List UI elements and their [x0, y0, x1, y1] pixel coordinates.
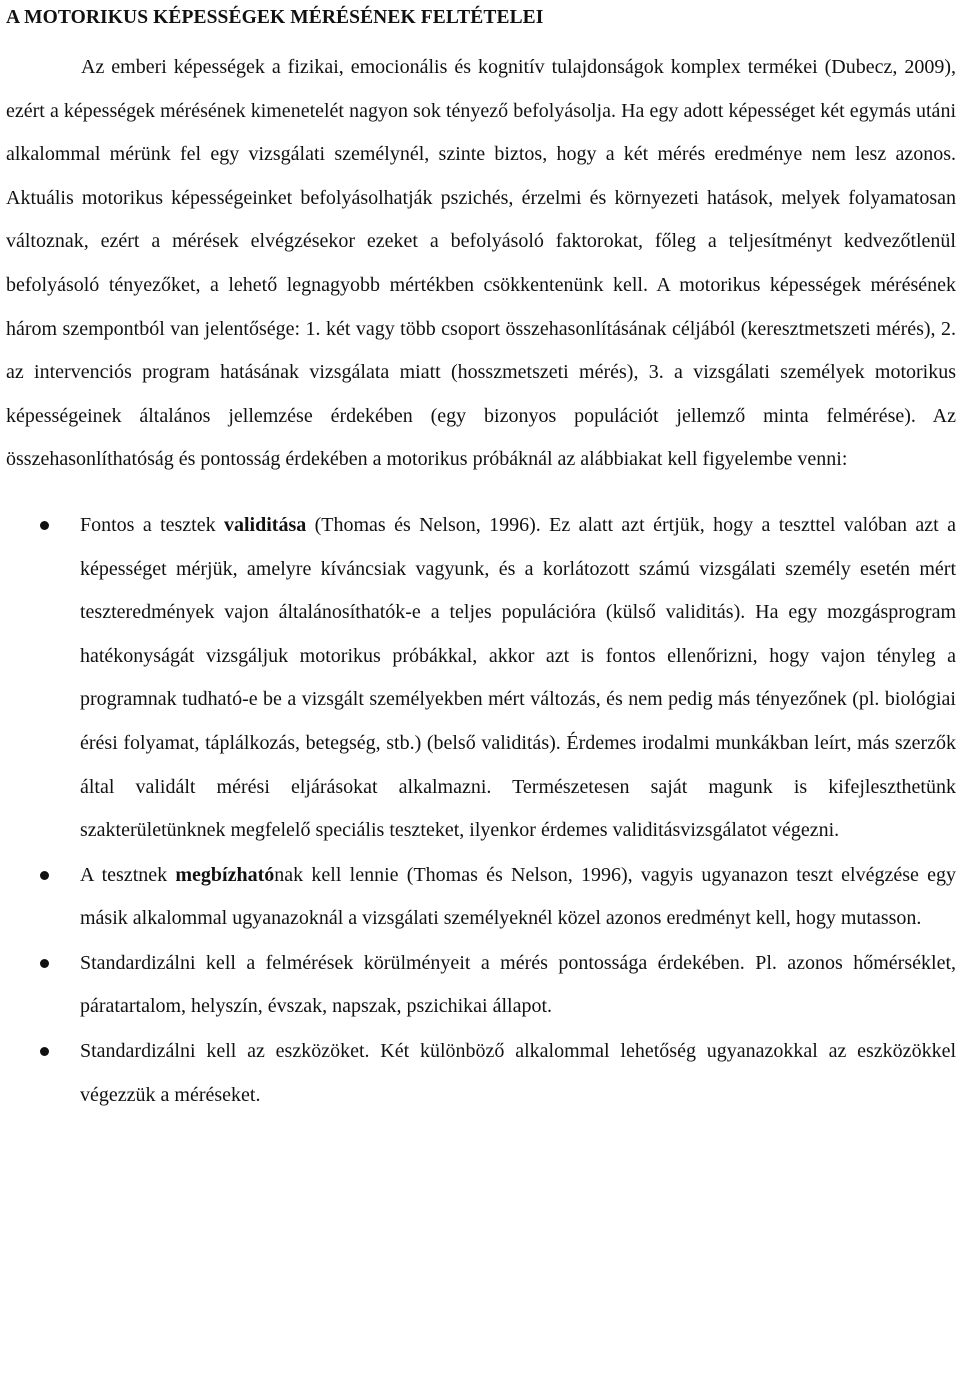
list-item-reliability — [6, 854, 956, 941]
list-item-standard-conditions — [6, 942, 956, 1029]
list-item-standard-equipment — [6, 1030, 956, 1117]
list-item-emphasis: validitása — [223, 513, 307, 536]
bullet-dot-icon — [40, 1047, 49, 1056]
list-item-text: nak kell lennie (Thomas és Nelson, 1996), vagyis ugyanazon teszt elvégzése egy másik alkalommal ugyanazoknál a vizsgálati személyeknél közel azonos eredményt kell, hogy mutasson. — [80, 863, 956, 930]
list-item-text: A tesztnek — [80, 863, 176, 886]
intro-paragraph: Az emberi képességek a fizikai, emocionális és kognitív tulajdonságok komplex termékei (Dubecz, 2009), ezért a képességek mérésének kimenetelét nagyon sok tényező befolyásolja. Ha egy adott képességet két egymás utáni alkalommal mérünk fel egy vizsgálati személynél, szinte biztos, hogy a két mérés eredménye nem lesz azonos. Aktuális motorikus képességeinket befolyásolhatják pszichés, érzelmi és környezeti hatások, melyek folyamatosan változnak, ezért a mérések elvégzésekor ezeket a befolyásoló faktorokat, főleg a teljesítményt kedvezőtlenül befolyásoló tényezőket, a lehető legnagyobb mértékben csökkentenünk kell. A motorikus képességek mérésének három szempontból van jelentősége: 1. két vagy több csoport összehasonlításának céljából (keresztmetszeti mérés), 2. az intervenciós program hatásának vizsgálata miatt (hosszmetszeti mérés), 3. a vizsgálati személyek motorikus képességeinek általános jellemzése érdekében (egy bizonyos populációt jellemző minta felmérése). Az összehasonlíthatóság és pontosság érdekében a motorikus próbáknál az alábbiakat kell figyelembe venni: — [6, 56, 956, 471]
list-item-validity — [6, 504, 956, 853]
section-heading: A MOTORIKUS KÉPESSÉGEK MÉRÉSÉNEK FELTÉTELEI — [6, 7, 544, 28]
requirements-list — [6, 504, 956, 1117]
list-item-text: (Thomas és Nelson, 1996). Ez alatt azt értjük, hogy a teszttel valóban azt a képességet mérjük, amelyre kíváncsiak vagyunk, és a korlátozott számú vizsgálati személy esetén mért teszteredmények vajon általánosíthatók-e a teljes populációra (külső validitás). Ha egy mozgásprogram hatékonyságát vizsgáljuk motorikus próbákkal, akkor azt is fontos ellenőrizni, hogy vajon tényleg a programnak tudható-e be a vizsgált személyekben mért változás, és nem pedig más tényezőnek (pl. biológiai érési folyamat, táplálkozás, betegség, stb.) (belső validitás). Érdemes irodalmi munkákban leírt, más szerzők által validált mérési eljárásokat alkalmazni. Természetesen saját magunk is kifejleszthetünk szakterületünknek megfelelő speciális teszteket, ilyenkor érdemes validitásvizsgálatot végezni. — [80, 513, 956, 842]
bullet-dot-icon — [40, 871, 49, 880]
list-item-text: Fontos a tesztek — [80, 513, 224, 536]
list-item-emphasis: megbízható — [175, 863, 275, 886]
list-item-text: Standardizálni kell az eszközöket. Két különböző alkalommal lehetőség ugyanazokkal az eszközökkel végezzük a méréseket. — [80, 1040, 956, 1106]
bullet-dot-icon — [40, 521, 49, 530]
bullet-dot-icon — [40, 959, 49, 968]
list-item-text: Standardizálni kell a felmérések körülményeit a mérés pontossága érdekében. Pl. azonos hőmérséklet, páratartalom, helyszín, évszak, napszak, pszichikai állapot. — [80, 951, 956, 1018]
